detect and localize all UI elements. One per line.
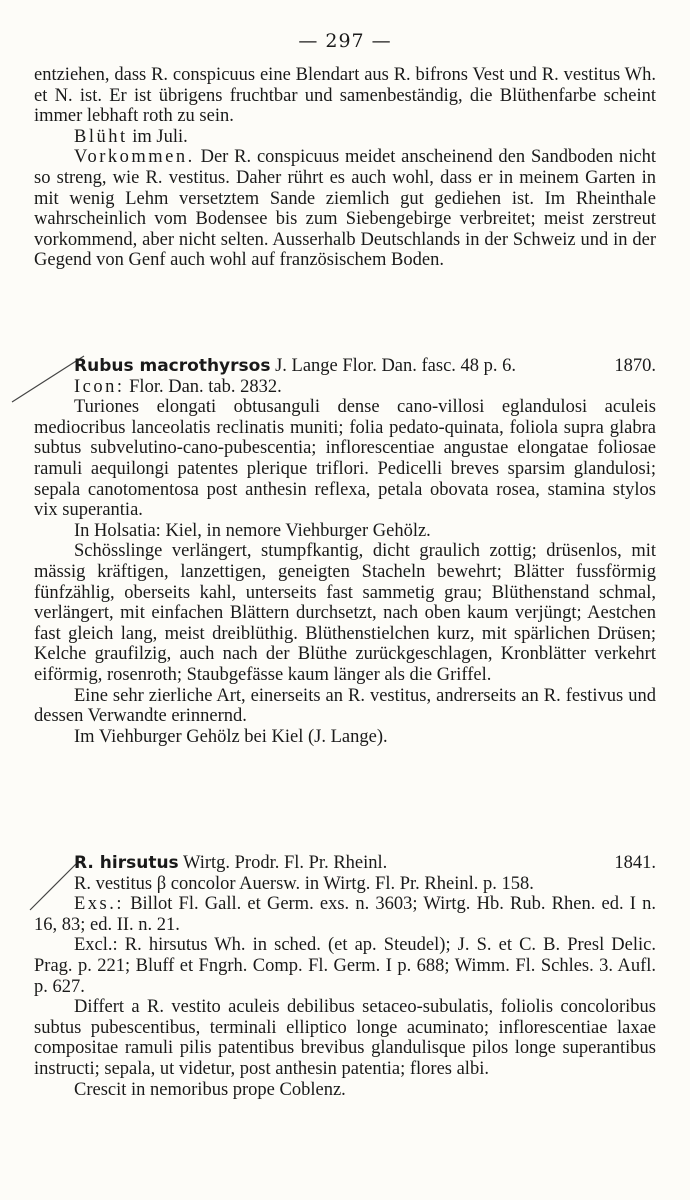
- latin-diagnosis: Differt a R. vestito aculeis debilibus setaceo-subulatis, foliolis concoloribus subtus pubescentibus, terminali elliptico longe acuminato; inflorescentiae laxae compositae ramuli pilis patentibus brevibus glandulisque pilos longe superantibus instructi; sepala, ut videtur, post anthesin patentia; flores albi.: [34, 997, 656, 1079]
- species-year: 1870.: [614, 356, 656, 376]
- species-name: R. hirsutus: [74, 853, 179, 873]
- exs-label: Exs.:: [74, 894, 125, 915]
- holsatia-line: In Holsatia: Kiel, in nemore Viehburger Gehölz.: [74, 520, 431, 541]
- flowering-line: [34, 127, 656, 148]
- exsiccatae-paragraph: [34, 894, 656, 935]
- exs-text: Billot Fl. Gall. et Germ. exs. n. 3603; Wirtg. Hb. Rub. Rhen. ed. I n. 16, 83; ed. II. n. 21.: [34, 894, 657, 935]
- latin-diagnosis: Turiones elongati obtusanguli dense cano-villosi eglandulosi aculeis mediocribus lanceolatis reclinatis muniti; folia pedato-quinata, foliola supra glabra subtus subvelutino-cano-pubescentia; inflorescentiae angustae elongatae foliosae ramuli aequilongi patentes plerique triflori. Pedicelli breves sparsim glandulosi; sepala canotomentosa post anthesin reflexa, petala obovata rosea, stamina stylos vix superantia.: [34, 397, 656, 521]
- species-heading: [34, 356, 656, 377]
- synonym-line: R. vestitus β concolor Auersw. in Wirtg. Fl. Pr. Rheinl. p. 158.: [74, 873, 534, 894]
- bluht-text: im Juli.: [132, 126, 188, 147]
- paragraph: entziehen, dass R. conspicuus eine Blendart aus R. bifrons Vest und R. vestitus Wh. et N. ist. Er ist übrigens fruchtbar und samenbeständig, die Blüthenfarbe scheint immer lebhaft roth zu sein.: [34, 65, 656, 127]
- bluht-label: Blüht: [74, 126, 128, 147]
- species-name: Rubus macrothyrsos: [74, 356, 271, 376]
- species-year: 1841.: [614, 853, 656, 873]
- page-number: — 297 —: [298, 30, 392, 52]
- species-citation: Wirtg. Prodr. Fl. Pr. Rheinl.: [182, 853, 388, 873]
- icon-label: Icon:: [74, 376, 125, 397]
- icon-text: Flor. Dan. tab. 2832.: [129, 376, 282, 397]
- vorkommen-text: Der R. conspicuus meidet anscheinend den Sandboden nicht so streng, wie R. vestitus. Daher rührt es auch wohl, dass er in meinem Garten in mit wenig Lehm versetztem Sande ziemlich gut gediehen ist. Im Rheinthale wahrscheinlich vom Bodensee bis zum Siebengebirge verbreitet; meist zerstreut vorkommend, aber nicht selten. Ausserhalb Deutschlands in der Schweiz und in der Gegend von Genf auch wohl auf französischem Boden.: [34, 147, 656, 271]
- occurrence-paragraph: [34, 147, 656, 271]
- icon-line: [34, 377, 656, 398]
- remark-paragraph: Eine sehr zierliche Art, einerseits an R. vestitus, andrerseits an R. festivus und dessen Verwandte erinnernd.: [34, 685, 656, 727]
- conspicuus-section: [34, 65, 656, 271]
- vorkommen-label: Vorkommen.: [74, 147, 195, 168]
- species-citation: J. Lange Flor. Dan. fasc. 48 p. 6.: [275, 356, 517, 376]
- locality-line: Im Viehburger Gehölz bei Kiel (J. Lange).: [74, 726, 388, 747]
- excl-text: R. hirsutus Wh. in sched. (et ap. Steudel); J. S. et C. B. Presl Delic. Prag. p. 221; Bluff et Fngrh. Comp. Fl. Germ. I p. 688; Wimm. Fl. Schles. 3. Aufl. p. 627.: [34, 935, 656, 997]
- excluded-paragraph: [34, 935, 656, 997]
- excl-label: Excl.:: [74, 935, 118, 956]
- species-heading: [34, 853, 656, 874]
- macrothyrsos-section: [34, 356, 656, 747]
- hirsutus-section: [34, 853, 656, 1100]
- crescit-line: Crescit in nemoribus prope Coblenz.: [74, 1079, 346, 1100]
- german-description: Schösslinge verlängert, stumpfkantig, dicht graulich zottig; drüsenlos, mit mässig kräftigen, lanzettigen, geneigten Stacheln bewehrt; Blätter fussförmig fünfzählig, oberseits kahl, unterseits fast sammetig grau; Blüthenstand schmal, verlängert, mit einfachen Blättern durchsetzt, nach oben kaum verjüngt; Aestchen fast gleich lang, meist dreiblüthig. Blüthenstielchen kurz, mit spärlichen Drüsen; Kelche graufilzig, auch nach der Blüthe zurückgeschlagen, Kronblätter verkehrt eiförmig, rosenroth; Staubgefässe kaum länger als die Griffel.: [34, 541, 656, 685]
